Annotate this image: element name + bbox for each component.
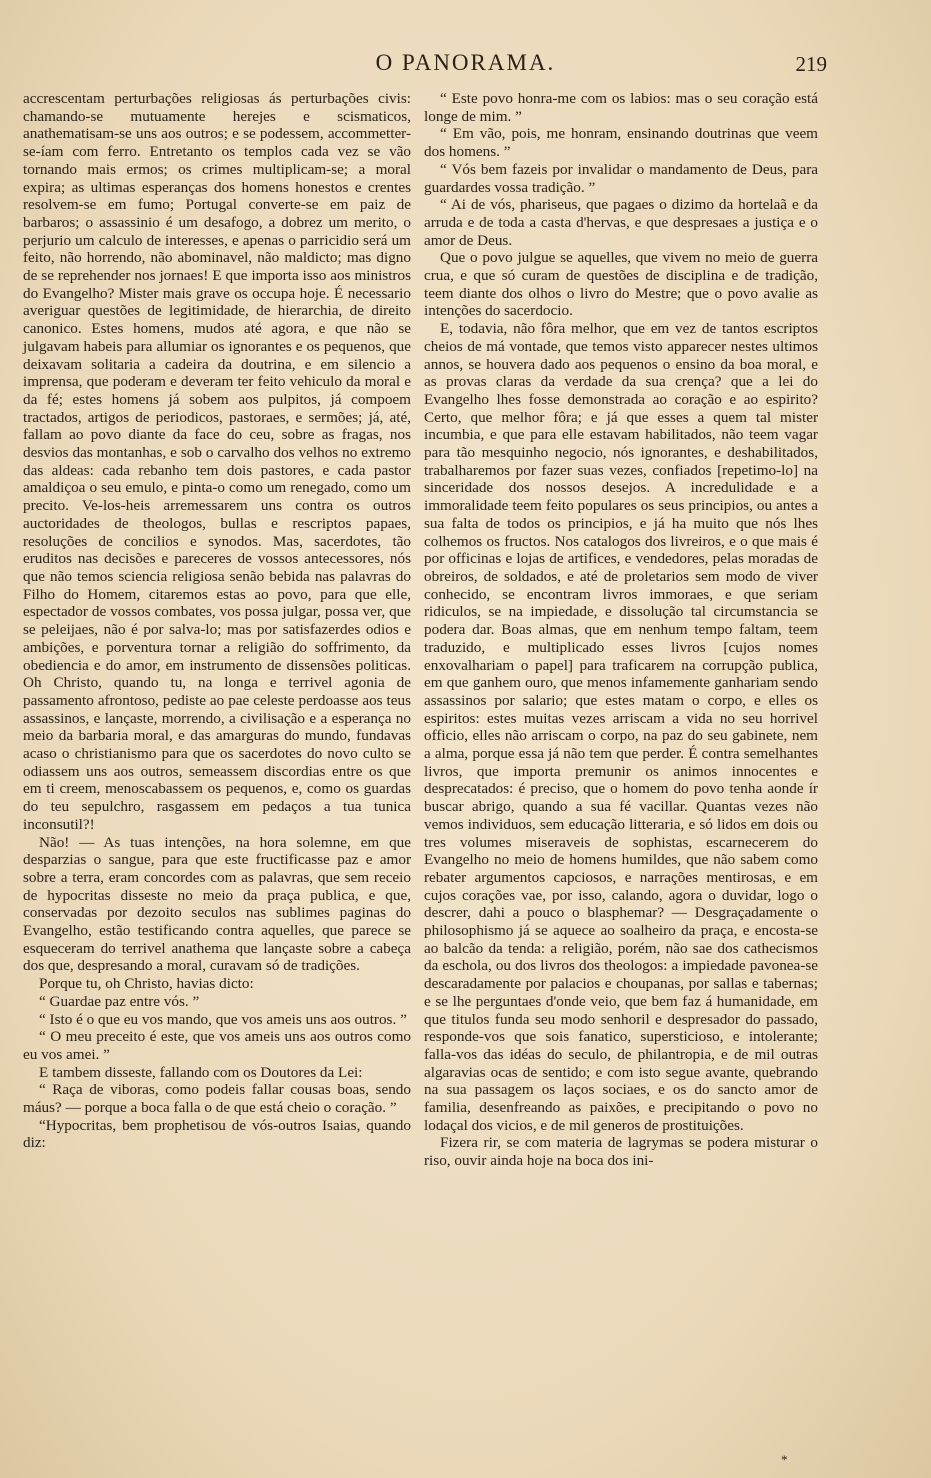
quotation: “ Em vão, pois, me honram, ensinando doutrinas que veem dos homens. ”: [424, 125, 818, 161]
running-header: [0, 50, 931, 86]
paragraph: Porque tu, oh Christo, havias dicto:: [39, 975, 254, 993]
page-number: 219: [795, 52, 827, 76]
paragraph: E, todavia, não fôra melhor, que em vez de tantos escriptos cheios de má vontade, que temos visto apparecer nestes ultimos annos, se houvera dado aos pequenos o ensino da boa moral, e as provas claras da verdade da sua crença? que a lei do Evangelho lhes fosse demonstrada ao coração e ao espirito? Certo, que melhor fôra; e já que esses a quem tal mister incumbia, e que para elle estavam habilitados, não teem vagar para tão mesquinho negocio, nós ignorantes, e deshabilitados, trabalharemos por fazer suas vezes, confiados [repetimo-lo] na sinceridade dos nossos desejos. A incredulidade e a immoralidade teem feito populares os seus principios, ou antes a sua falta de todos os principios, e já ha muito que nós lhes colhemos os fructos. Nos catalogos dos livreiros, e o que mais é por officinas e lojas de artifices, e vendedores, pelas moradas de obreiros, de soldados, e até de proletarios sem modo de viver conhecido, se encontram livros immoraes, e que seriam ridiculos, se na impiedade, e dissolução tal circumstancia se podera dar. Boas almas, que em nenhum tempo faltam, teem traduzido, e multiplicado esses livros [cujos nomes enxovalhariam o papel] para traficarem na corrupção publica, em que ganhem ouro, que menos infamemente ganhariam sendo assassinos por salario; que estes matam o corpo, e elles os espiritos: estes muitas vezes arriscam a vida no seu horrivel officio, elles não arriscam o corpo, na paz do seu gabinete, nem a alma, porque essa já não tem que perder. É contra semelhantes livros, que importa premunir os animos innocentes e desprecatados: é preciso, que o homem do povo tenha aonde ír buscar abrigo, quando a sua fé vacillar. Quantas vezes não vemos individuos, sem educação litteraria, e só lidos em dois ou tres volumes miseraveis de sophistas, escarnecerem do Evangelho no meio de homens humildes, que não sabem como rebater argumentos capciosos, e narrações mentirosas, e em cujos corações vae, por isso, calando, agora o duvidar, logo o descrer, dahi a pouco o blasphemar? — Desgraçadamente o philosophismo já se aquece ao soalheiro da praça, e encosta-se ao balcão da tenda: a religião, porém, não sae dos cathecismos da eschola, ou dos livros dos theologos: a impiedade pavonea-se descaradamente por palacios e choupanas, por sallas e tabernas; e se lhe perguntaes d'onde veio, que bem faz á humanidade, em que titulos funda seu modo senhoril e despresador do passado, responde-vos que sois fanatico, supersticioso, e intolerante; falla-vos das idéas do seculo, de philantropia, e de mil outras algaravias ocas de sentido; e com isto segue avante, quebrando na sua passagem os laços sociaes, e os do sancto amor de familia, desenfreando as paixões, e precipitando o povo no lodaçal dos vicios, e de mil generos de prostituições.: [424, 320, 818, 1134]
right-column: [424, 90, 818, 1170]
left-column: [23, 90, 411, 1152]
quotation: “Hypocritas, bem prophetisou de vós-outros Isaias, quando diz:: [23, 1116, 411, 1152]
journal-title: O PANORAMA.: [375, 50, 556, 75]
quotation: “ O meu preceito é este, que vos ameis uns aos outros como eu vos amei. ”: [23, 1028, 411, 1063]
paragraph: Fizera rir, se com materia de lagrymas se podera misturar o riso, ouvir ainda hoje na boca dos ini-: [424, 1134, 818, 1170]
paragraph: Não! — As tuas intenções, na hora solemne, em que desparzias o sangue, para que este fructificasse paz e amor sobre a terra, eram concordes com as palavras, que sem receio de hypocritas disseste no meio da praça publica, e que, conservadas por dezoito seculos nas sublimes paginas do Evangelho, estão testificando contra aquelles, que parece se esqueceram do terrivel anathema que lançaste sobre a cabeça dos que, despresando a moral, curavam só de tradições.: [23, 833, 411, 975]
signature-mark: *: [781, 1452, 788, 1467]
quotation: “ Este povo honra-me com os labios: mas o seu coração está longe de mim. ”: [424, 90, 818, 125]
quotation: “ Guardae paz entre vós. ”: [39, 992, 200, 1010]
paragraph: Que o povo julgue se aquelles, que vivem no meio de guerra crua, e que só curam de questões de disciplina e de tradição, teem diante dos olhos o livro do Mestre; que o povo avalie as intenções do sacerdocio.: [424, 249, 818, 320]
quotation: “ Vós bem fazeis por invalidar o mandamento de Deus, para guardardes vossa tradição. ”: [424, 160, 818, 196]
quotation: “ Ai de vós, phariseus, que pagaes o dizimo da hortelaã e da arruda e de toda a casta d'hervas, e que despresaes a justiça e o amor de Deus.: [424, 196, 818, 249]
quotation: “ Isto é o que eu vos mando, que vos ameis uns aos outros. ”: [39, 1010, 407, 1028]
quotation: “ Raça de viboras, como podeis fallar cousas boas, sendo máus? — porque a boca falla o de que está cheio o coração. ”: [23, 1081, 411, 1117]
paragraph: accrescentam perturbações religiosas ás perturbações civis: chamando-se mutuamente herejes e scismaticos, anathematisam-se uns aos outros; e se podessem, accommetter-se-íam com ferro. Entretanto os templos cada vez se vão tornando mais ermos; os crimes multiplicam-se; a moral expira; as ultimas esperanças dos homens honestos e crentes resolvem-se em fumo; Portugal converte-se em paiz de barbaros; o assassinio é um desafogo, a dobrez um merito, o perjurio um calculo de interesses, e apenas o parricidio será um feito, não horrendo, não abominavel, não maldicto; mas digno de se reprehender nos jornaes! E que importa isso aos ministros do Evangelho? Mister mais grave os occupa hoje. É necessario averiguar questões de legitimidade, de hierarchia, de direito canonico. Estes homens, mudos até agora, e que não se julgavam habeis para allumiar os ignorantes e os pequenos, que deixavam solitaria a cadeira da doutrina, e em silencio a imprensa, que poderam e deveram ter feito vehiculo da moral e da fé; estes homens já sobem aos pulpitos, já compoem tractados, artigos de periodicos, pastoraes, e sermões; já, até, fallam ao povo diante da face do ceu, sobre as fragas, nos desvios das montanhas, e sob o carvalho dos velhos no extremo das aldeas: cada rebanho tem dois pastores, e cada pastor amaldiçoa o seu emulo, e pinta-o como um renegado, como um precito. Ve-los-heis arremessarem uns contra os outros auctoridades de theologos, bullas e rescriptos papaes, resoluções de concilios e synodos. Mas, sacerdotes, tão eruditos nas decisões e pareceres de vossos antecessores, nós que não temos sciencia religiosa senão bebida nas palavras do Filho do Homem, citaremos estas ao povo, para que elle, espectador de vossos combates, vos possa julgar, possa ver, que se peleijaes, não é por salva-lo; mas por satisfazerdes odios e ambições, e porventura tornar a religião do soffrimento, da obediencia e do amor, em instrumento de dissensões politicas. Oh Christo, quando tu, na longa e terrivel agonia de passamento afrontoso, pediste ao pae celeste perdoasse aos teus assassinos, e lançaste, morrendo, a civilisação e a esperança no meio da barbaria moral, e das amarguras do mundo, fundavas acaso o christianismo para que os sacerdotes do novo culto se odiassem uns aos outros, semeassem discordias entre os que em ti creem, menoscabassem os pequenos, e, como os guardas do teu sepulchro, rasgassem em pedaços a tua tunica inconsutil?!: [23, 90, 411, 833]
paragraph: E tambem disseste, fallando com os Doutores da Lei:: [39, 1063, 363, 1081]
